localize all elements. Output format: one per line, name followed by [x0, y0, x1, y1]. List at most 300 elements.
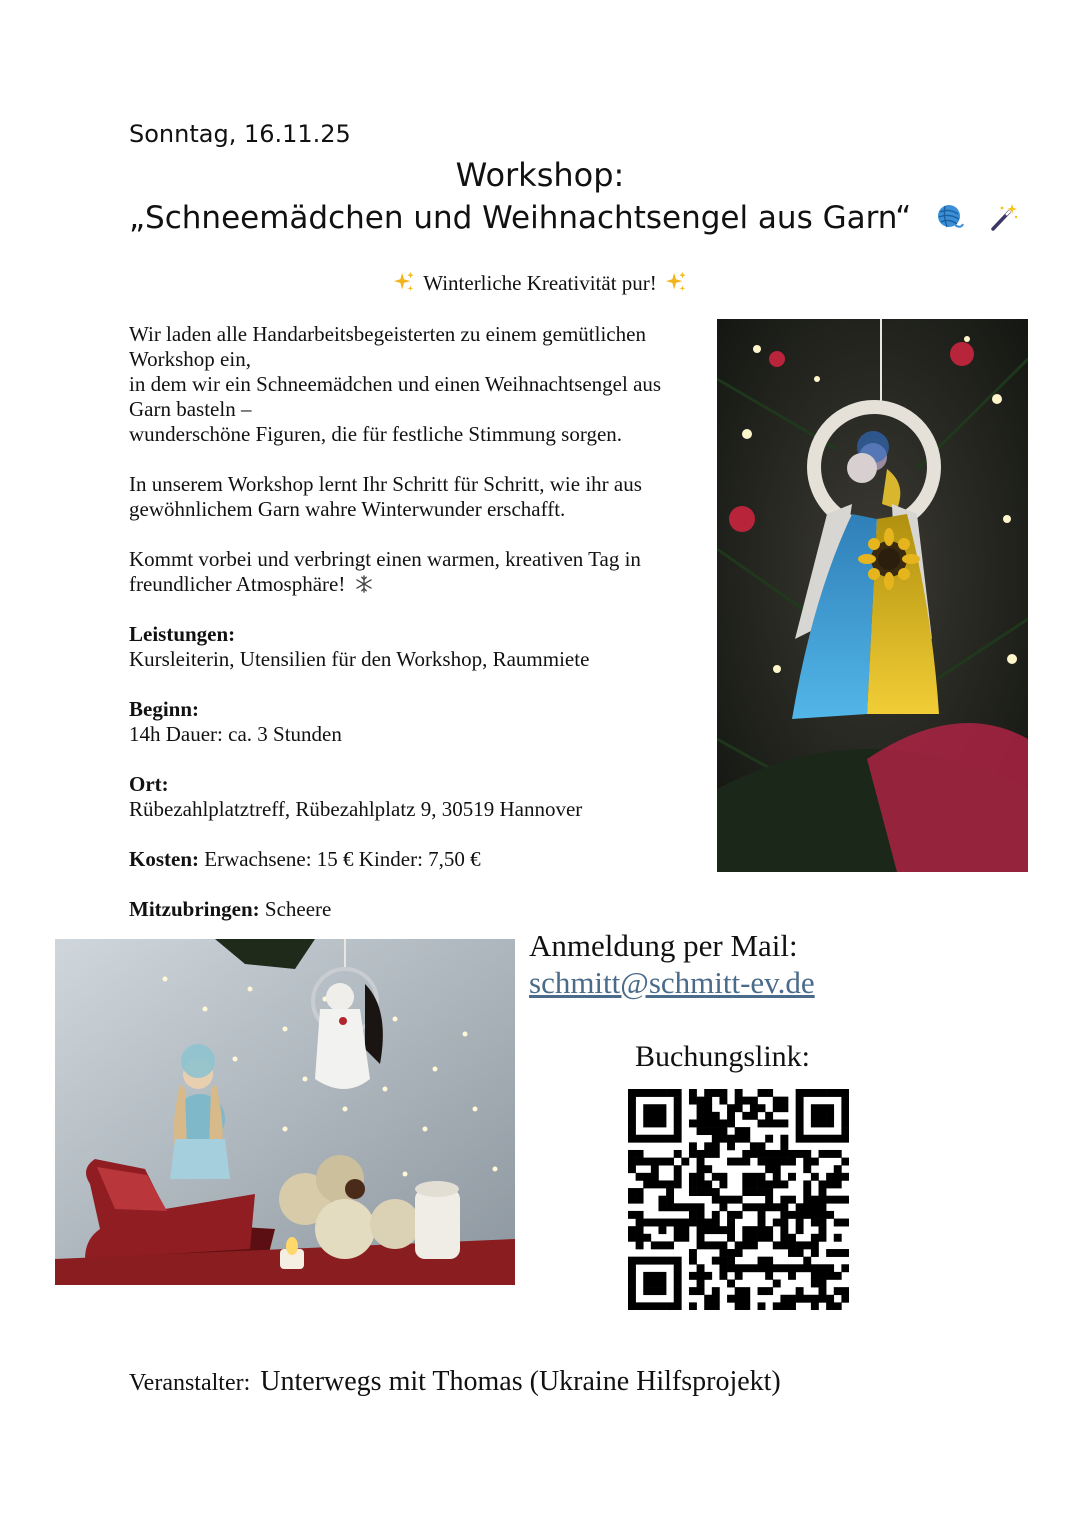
qr-module [697, 1219, 705, 1227]
qr-module [697, 1165, 705, 1173]
qr-module [681, 1203, 689, 1211]
qr-module [742, 1241, 750, 1249]
qr-module [826, 1173, 834, 1181]
qr-module [811, 1196, 819, 1204]
location-label: Ort: [129, 772, 169, 796]
qr-module [727, 1211, 735, 1219]
qr-module [780, 1119, 788, 1127]
qr-module [773, 1203, 781, 1211]
qr-module [719, 1272, 727, 1280]
qr-module [796, 1249, 804, 1257]
workshop-title-text: „Schneemädchen und Weihnachtsengel aus Garn“ [129, 200, 912, 236]
qr-module [742, 1180, 750, 1188]
qr-module [742, 1264, 750, 1272]
qr-module [758, 1257, 766, 1265]
qr-module [819, 1135, 827, 1143]
qr-module [819, 1203, 827, 1211]
qr-module [819, 1234, 827, 1242]
qr-module [735, 1272, 743, 1280]
qr-module [803, 1196, 811, 1204]
qr-module [697, 1211, 705, 1219]
qr-module [796, 1135, 804, 1143]
qr-module [719, 1241, 727, 1249]
qr-module [651, 1272, 659, 1280]
qr-module [689, 1188, 697, 1196]
qr-module [719, 1264, 727, 1272]
qr-module [742, 1295, 750, 1303]
qr-module [811, 1119, 819, 1127]
qr-module [628, 1226, 636, 1234]
snowflake-icon [355, 575, 373, 593]
qr-module [727, 1119, 735, 1127]
cost-label: Kosten: [129, 847, 199, 871]
qr-module [826, 1112, 834, 1120]
qr-module [666, 1302, 674, 1310]
start-label: Beginn: [129, 697, 200, 721]
qr-module [826, 1249, 834, 1257]
qr-module [826, 1104, 834, 1112]
event-date: Sonntag, 16.11.25 [129, 120, 351, 148]
qr-module [765, 1188, 773, 1196]
workshop-paragraph [129, 472, 699, 522]
qr-module [643, 1280, 651, 1288]
qr-module [712, 1211, 720, 1219]
invitation-line: Kommt vorbei und verbringt einen warmen, kreativen Tag in [129, 547, 641, 571]
qr-module [758, 1302, 766, 1310]
qr-module [765, 1150, 773, 1158]
qr-module [643, 1112, 651, 1120]
intro-line: wunderschöne Figuren, die für festliche Stimmung sorgen. [129, 422, 623, 446]
qr-module [758, 1203, 766, 1211]
qr-module [643, 1089, 651, 1097]
qr-module [841, 1127, 849, 1135]
qr-module [750, 1112, 758, 1120]
qr-module [628, 1234, 636, 1242]
qr-module [658, 1219, 666, 1227]
qr-module [750, 1203, 758, 1211]
qr-module [674, 1180, 682, 1188]
qr-module [819, 1219, 827, 1227]
qr-module [704, 1295, 712, 1303]
qr-module [689, 1272, 697, 1280]
qr-module [704, 1104, 712, 1112]
yarn-angel-photo [717, 319, 1028, 872]
bring-block [129, 897, 699, 922]
qr-module [658, 1119, 666, 1127]
qr-module [735, 1196, 743, 1204]
qr-module [735, 1097, 743, 1105]
qr-module [765, 1119, 773, 1127]
qr-module [719, 1203, 727, 1211]
qr-module [788, 1241, 796, 1249]
qr-module [727, 1104, 735, 1112]
qr-module [758, 1089, 766, 1097]
qr-module [841, 1219, 849, 1227]
qr-module [758, 1234, 766, 1242]
qr-module [628, 1287, 636, 1295]
qr-module [712, 1241, 720, 1249]
qr-module [704, 1119, 712, 1127]
qr-module [628, 1165, 636, 1173]
qr-module [803, 1135, 811, 1143]
qr-module [651, 1112, 659, 1120]
qr-module [826, 1264, 834, 1272]
qr-module [628, 1272, 636, 1280]
qr-module [666, 1241, 674, 1249]
qr-module [636, 1226, 644, 1234]
qr-module [780, 1302, 788, 1310]
qr-code[interactable] [628, 1089, 849, 1310]
qr-module [796, 1287, 804, 1295]
qr-module [742, 1234, 750, 1242]
qr-module [841, 1287, 849, 1295]
qr-module [628, 1280, 636, 1288]
qr-module [735, 1158, 743, 1166]
qr-module [841, 1104, 849, 1112]
qr-module [796, 1150, 804, 1158]
qr-module [773, 1180, 781, 1188]
qr-module [628, 1188, 636, 1196]
qr-module [773, 1264, 781, 1272]
qr-module [780, 1226, 788, 1234]
qr-module [796, 1264, 804, 1272]
qr-module [712, 1257, 720, 1265]
qr-module [689, 1203, 697, 1211]
cost-block [129, 847, 699, 872]
qr-module [697, 1226, 705, 1234]
qr-module [811, 1234, 819, 1242]
qr-module [704, 1219, 712, 1227]
qr-module [819, 1287, 827, 1295]
qr-module [788, 1150, 796, 1158]
qr-module [628, 1089, 636, 1097]
qr-module [727, 1219, 735, 1227]
qr-module [834, 1180, 842, 1188]
qr-module [704, 1226, 712, 1234]
qr-module [765, 1112, 773, 1120]
qr-module [719, 1180, 727, 1188]
services-value: Kursleiterin, Utensilien für den Workshop, Raummiete [129, 647, 590, 671]
qr-module [651, 1173, 659, 1181]
qr-module [773, 1097, 781, 1105]
qr-module [788, 1249, 796, 1257]
qr-module [841, 1112, 849, 1120]
qr-module [643, 1104, 651, 1112]
qr-module [811, 1158, 819, 1166]
qr-module [803, 1188, 811, 1196]
qr-module [742, 1158, 750, 1166]
qr-module [750, 1142, 758, 1150]
qr-module [796, 1219, 804, 1227]
booking-label: Buchungslink: [635, 1040, 811, 1073]
qr-module [773, 1302, 781, 1310]
qr-module [697, 1272, 705, 1280]
qr-module [765, 1287, 773, 1295]
qr-module [681, 1219, 689, 1227]
qr-module [636, 1135, 644, 1143]
qr-module [704, 1272, 712, 1280]
qr-module [819, 1272, 827, 1280]
qr-module [697, 1158, 705, 1166]
qr-module [796, 1089, 804, 1097]
intro-line: in dem wir ein Schneemädchen und einen Weihnachtsengel aus [129, 372, 662, 396]
qr-module [841, 1249, 849, 1257]
qr-module [697, 1097, 705, 1105]
qr-module [727, 1280, 735, 1288]
qr-module [811, 1173, 819, 1181]
qr-module [689, 1097, 697, 1105]
qr-module [742, 1287, 750, 1295]
qr-module [727, 1295, 735, 1303]
qr-module [826, 1180, 834, 1188]
qr-module [750, 1150, 758, 1158]
qr-module [796, 1211, 804, 1219]
qr-module [674, 1135, 682, 1143]
qr-module [834, 1302, 842, 1310]
qr-module [780, 1150, 788, 1158]
qr-module [658, 1089, 666, 1097]
qr-module [841, 1158, 849, 1166]
qr-module [719, 1249, 727, 1257]
qr-module [628, 1112, 636, 1120]
workshop-title [129, 200, 1019, 236]
qr-module [689, 1249, 697, 1257]
yarn-ball-icon [935, 202, 965, 232]
qr-module [750, 1180, 758, 1188]
qr-module [788, 1302, 796, 1310]
qr-module [674, 1150, 682, 1158]
qr-module [742, 1135, 750, 1143]
qr-module [834, 1196, 842, 1204]
qr-module [704, 1112, 712, 1120]
qr-module [803, 1165, 811, 1173]
qr-module [819, 1188, 827, 1196]
qr-module [674, 1173, 682, 1181]
qr-module [651, 1280, 659, 1288]
qr-module [674, 1112, 682, 1120]
qr-module [727, 1226, 735, 1234]
qr-module [742, 1226, 750, 1234]
qr-module [735, 1211, 743, 1219]
qr-module [643, 1257, 651, 1265]
qr-module [719, 1127, 727, 1135]
qr-module [628, 1257, 636, 1265]
qr-module [788, 1158, 796, 1166]
qr-module [674, 1302, 682, 1310]
qr-module [674, 1226, 682, 1234]
qr-module [819, 1264, 827, 1272]
qr-module [811, 1302, 819, 1310]
qr-module [742, 1150, 750, 1158]
qr-module [773, 1104, 781, 1112]
qr-module [712, 1188, 720, 1196]
invitation-line: freundlicher Atmosphäre! [129, 572, 346, 596]
qr-module [819, 1226, 827, 1234]
qr-module [674, 1295, 682, 1303]
qr-module [841, 1089, 849, 1097]
qr-module [811, 1089, 819, 1097]
qr-module [636, 1302, 644, 1310]
organizer-name: Unterwegs mit Thomas (Ukraine Hilfsprojekt) [260, 1366, 781, 1397]
qr-module [803, 1241, 811, 1249]
qr-module [689, 1173, 697, 1181]
qr-module [758, 1219, 766, 1227]
qr-module [712, 1173, 720, 1181]
qr-module [780, 1241, 788, 1249]
intro-line: Workshop ein, [129, 347, 251, 371]
qr-module [651, 1241, 659, 1249]
qr-module [712, 1142, 720, 1150]
qr-module [697, 1104, 705, 1112]
qr-module [834, 1165, 842, 1173]
tagline-text: Winterliche Kreativität pur! [423, 271, 657, 295]
qr-module [758, 1119, 766, 1127]
qr-module [735, 1287, 743, 1295]
qr-module [819, 1196, 827, 1204]
intro-line: Wir laden alle Handarbeitsbegeisterten zu einem gemütlichen [129, 322, 646, 346]
services-label: Leistungen: [129, 622, 236, 646]
intro-line: Garn basteln – [129, 397, 252, 421]
qr-module [628, 1295, 636, 1303]
qr-module [704, 1180, 712, 1188]
qr-module [658, 1158, 666, 1166]
qr-module [811, 1112, 819, 1120]
qr-module [811, 1241, 819, 1249]
qr-module [735, 1104, 743, 1112]
qr-module [735, 1241, 743, 1249]
qr-module [704, 1097, 712, 1105]
qr-module [735, 1302, 743, 1310]
qr-module [666, 1180, 674, 1188]
qr-module [780, 1234, 788, 1242]
qr-module [651, 1302, 659, 1310]
qr-module [712, 1226, 720, 1234]
qr-module [742, 1097, 750, 1105]
qr-module [636, 1150, 644, 1158]
qr-module [780, 1180, 788, 1188]
qr-module [727, 1135, 735, 1143]
qr-module [796, 1112, 804, 1120]
qr-module [780, 1097, 788, 1105]
workshop-heading: Workshop: [455, 156, 625, 194]
qr-module [765, 1226, 773, 1234]
qr-module [803, 1180, 811, 1188]
qr-module [697, 1203, 705, 1211]
qr-module [841, 1097, 849, 1105]
qr-module [758, 1180, 766, 1188]
qr-module [719, 1257, 727, 1265]
tagline [0, 271, 1080, 296]
qr-module [658, 1135, 666, 1143]
description [129, 322, 699, 947]
qr-module [697, 1287, 705, 1295]
qr-module [811, 1219, 819, 1227]
qr-module [727, 1158, 735, 1166]
qr-module [780, 1203, 788, 1211]
qr-module [788, 1211, 796, 1219]
qr-module [658, 1257, 666, 1265]
qr-module [658, 1104, 666, 1112]
qr-module [773, 1165, 781, 1173]
qr-module [834, 1173, 842, 1181]
qr-module [689, 1257, 697, 1265]
qr-module [750, 1241, 758, 1249]
qr-module [651, 1165, 659, 1173]
qr-module [765, 1234, 773, 1242]
qr-module [658, 1112, 666, 1120]
qr-module [674, 1119, 682, 1127]
qr-module [636, 1158, 644, 1166]
qr-module [841, 1196, 849, 1204]
qr-module [628, 1302, 636, 1310]
qr-module [803, 1211, 811, 1219]
qr-module [643, 1219, 651, 1227]
qr-module [651, 1257, 659, 1265]
qr-module [712, 1119, 720, 1127]
qr-module [750, 1234, 758, 1242]
qr-module [803, 1158, 811, 1166]
qr-module [712, 1219, 720, 1227]
qr-module [628, 1211, 636, 1219]
qr-module [788, 1196, 796, 1204]
qr-module [636, 1196, 644, 1204]
qr-module [773, 1280, 781, 1288]
qr-module [765, 1165, 773, 1173]
qr-module [628, 1127, 636, 1135]
qr-module [735, 1264, 743, 1272]
qr-module [719, 1196, 727, 1204]
qr-module [803, 1150, 811, 1158]
qr-module [712, 1295, 720, 1303]
qr-module [651, 1158, 659, 1166]
qr-module [697, 1234, 705, 1242]
workshop-line: gewöhnlichem Garn wahre Winterwunder erschafft. [129, 497, 566, 521]
qr-module [697, 1280, 705, 1288]
qr-module [811, 1104, 819, 1112]
qr-module [643, 1234, 651, 1242]
qr-module [727, 1234, 735, 1242]
start-value: 14h Dauer: ca. 3 Stunden [129, 722, 342, 746]
qr-module [811, 1211, 819, 1219]
qr-module [765, 1257, 773, 1265]
qr-module [788, 1264, 796, 1272]
qr-module [826, 1295, 834, 1303]
qr-module [750, 1264, 758, 1272]
registration-label: Anmeldung per Mail: [529, 928, 798, 963]
qr-module [658, 1196, 666, 1204]
qr-module [697, 1264, 705, 1272]
qr-module [834, 1234, 842, 1242]
qr-module [803, 1203, 811, 1211]
qr-module [788, 1272, 796, 1280]
qr-module [628, 1158, 636, 1166]
qr-module [758, 1104, 766, 1112]
qr-module [628, 1196, 636, 1204]
start-block [129, 697, 699, 747]
qr-module [674, 1203, 682, 1211]
cost-value: Erwachsene: 15 € Kinder: 7,50 € [204, 847, 481, 871]
qr-module [719, 1135, 727, 1143]
qr-module [765, 1264, 773, 1272]
registration-email-link[interactable]: schmitt@schmitt-ev.de [529, 965, 815, 1000]
qr-module [704, 1165, 712, 1173]
qr-module [727, 1249, 735, 1257]
qr-module [758, 1188, 766, 1196]
qr-module [826, 1302, 834, 1310]
qr-module [643, 1135, 651, 1143]
qr-module [674, 1257, 682, 1265]
qr-module [674, 1089, 682, 1097]
